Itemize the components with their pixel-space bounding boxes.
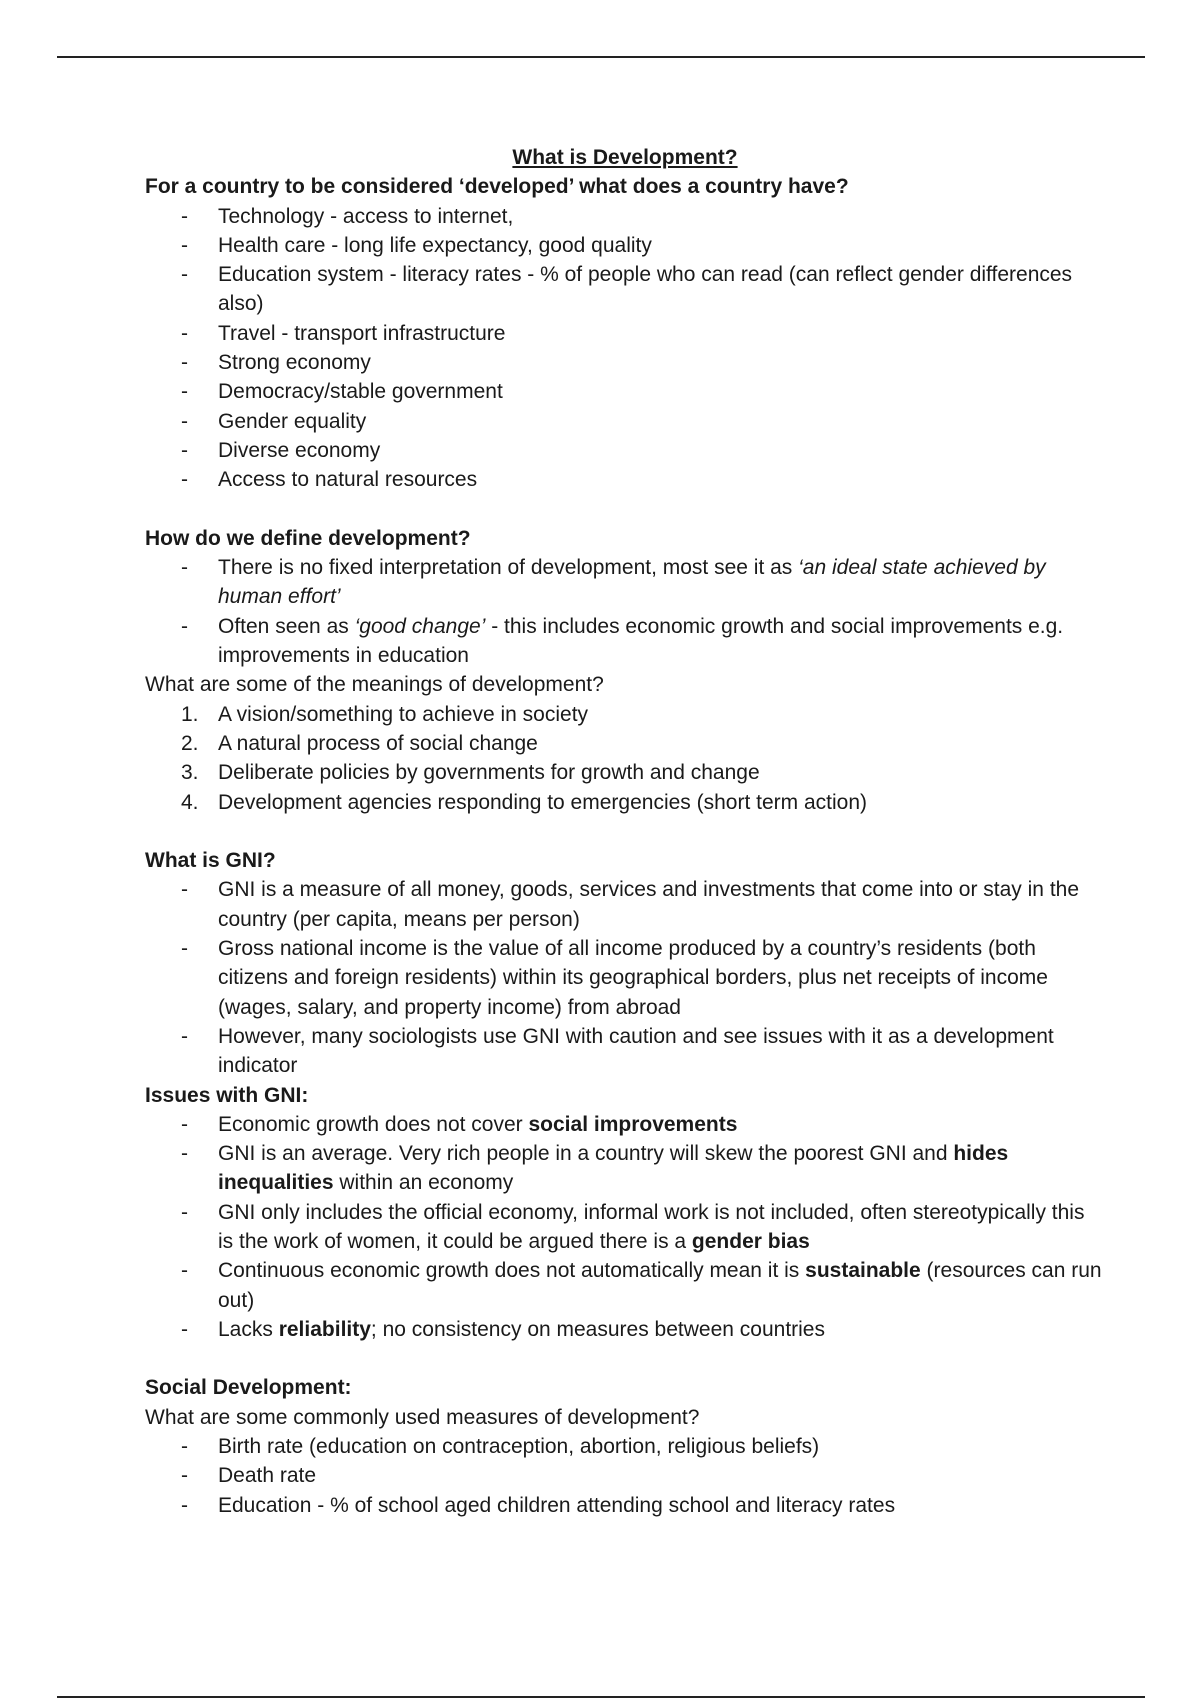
bullet-marker: -: [181, 878, 188, 902]
spacer: [145, 495, 1105, 524]
bullet-marker: -: [181, 409, 188, 433]
gni-list: [145, 875, 1105, 1080]
list-item: - Education system - literacy rates - % of people who can read (can reflect gender differences also): [145, 260, 1105, 319]
number-marker: 2.: [181, 731, 199, 755]
bullet-marker: -: [181, 1259, 188, 1283]
bullet-marker: -: [181, 937, 188, 961]
bullet-marker: -: [181, 1464, 188, 1488]
page-title: What is Development?: [512, 146, 738, 169]
list-item: - Lacks reliability; no consistency on measures between countries: [145, 1315, 1105, 1344]
bullet-marker: -: [181, 204, 188, 228]
list-item: - Death rate: [145, 1461, 1105, 1490]
bullet-marker: -: [181, 556, 188, 580]
bottom-rule: [57, 1696, 1145, 1698]
list-item: - GNI is a measure of all money, goods, services and investments that come into or stay in the country (per capita, means per person): [145, 875, 1105, 934]
gni-issues-list: [145, 1110, 1105, 1344]
bullet-marker: -: [181, 1142, 188, 1166]
bullet-marker: -: [181, 1317, 188, 1341]
section-heading-developed: For a country to be considered ‘developed’ what does a country have?: [145, 175, 849, 199]
section-heading-gni: What is GNI?: [145, 849, 276, 873]
top-rule: [57, 56, 1145, 58]
list-item: - Technology - access to internet,: [145, 202, 1105, 231]
list-item: - GNI only includes the official economy, informal work is not included, often stereotypically this is the work of women, it could be argued there is a gender bias: [145, 1198, 1105, 1257]
measures-question: What are some commonly used measures of development?: [145, 1405, 700, 1429]
meanings-question: What are some of the meanings of development?: [145, 673, 604, 697]
list-item: - However, many sociologists use GNI with caution and see issues with it as a development indicator: [145, 1022, 1105, 1081]
section-heading-social: Social Development:: [145, 1376, 352, 1400]
numbered-item: 3. Deliberate policies by governments for growth and change: [145, 758, 1105, 787]
numbered-item: 2. A natural process of social change: [145, 729, 1105, 758]
number-marker: 1.: [181, 702, 199, 726]
meanings-list: [145, 700, 1105, 817]
section-heading-define: How do we define development?: [145, 526, 471, 550]
list-item: - GNI is an average. Very rich people in a country will skew the poorest GNI and hides inequalities within an economy: [145, 1139, 1105, 1198]
spacer: [145, 817, 1105, 846]
spacer: [145, 1344, 1105, 1373]
numbered-item: 1. A vision/something to achieve in society: [145, 700, 1105, 729]
list-item: - Health care - long life expectancy, good quality: [145, 231, 1105, 260]
bullet-marker: -: [181, 1024, 188, 1048]
list-item: - Strong economy: [145, 348, 1105, 377]
bullet-marker: -: [181, 1112, 188, 1136]
bullet-marker: -: [181, 321, 188, 345]
measures-list: [145, 1432, 1105, 1520]
section-heading-issues: Issues with GNI:: [145, 1083, 309, 1107]
number-marker: 3.: [181, 761, 199, 785]
bullet-marker: -: [181, 351, 188, 375]
list-item: - Birth rate (education on contraception, abortion, religious beliefs): [145, 1432, 1105, 1461]
list-item: - Often seen as ‘good change’ - this includes economic growth and social improvements e.g. improvements in education: [145, 612, 1105, 671]
number-marker: 4.: [181, 790, 199, 814]
bullet-marker: -: [181, 263, 188, 287]
list-item: - Continuous economic growth does not automatically mean it is sustainable (resources can run out): [145, 1256, 1105, 1315]
list-item: - Democracy/stable government: [145, 377, 1105, 406]
document-body: [145, 143, 1105, 1520]
list-item: - Economic growth does not cover social improvements: [145, 1110, 1105, 1139]
list-item: - There is no fixed interpretation of development, most see it as ‘an ideal state achieved by human effort’: [145, 553, 1105, 612]
list-item: - Diverse economy: [145, 436, 1105, 465]
define-development-list: [145, 553, 1105, 670]
bullet-marker: -: [181, 1435, 188, 1459]
bullet-marker: -: [181, 468, 188, 492]
list-item: - Education - % of school aged children attending school and literacy rates: [145, 1491, 1105, 1520]
list-item: - Gross national income is the value of all income produced by a country’s residents (both citizens and foreign residents) within its geographical borders, plus net receipts of income (wages, salary, and property income) from abroad: [145, 934, 1105, 1022]
list-item: - Access to natural resources: [145, 465, 1105, 494]
bullet-marker: -: [181, 1200, 188, 1224]
bullet-marker: -: [181, 380, 188, 404]
list-item: - Gender equality: [145, 407, 1105, 436]
bullet-marker: -: [181, 1493, 188, 1517]
numbered-item: 4. Development agencies responding to emergencies (short term action): [145, 788, 1105, 817]
developed-criteria-list: [145, 202, 1105, 495]
bullet-marker: -: [181, 233, 188, 257]
list-item: - Travel - transport infrastructure: [145, 319, 1105, 348]
bullet-marker: -: [181, 614, 188, 638]
bullet-marker: -: [181, 438, 188, 462]
